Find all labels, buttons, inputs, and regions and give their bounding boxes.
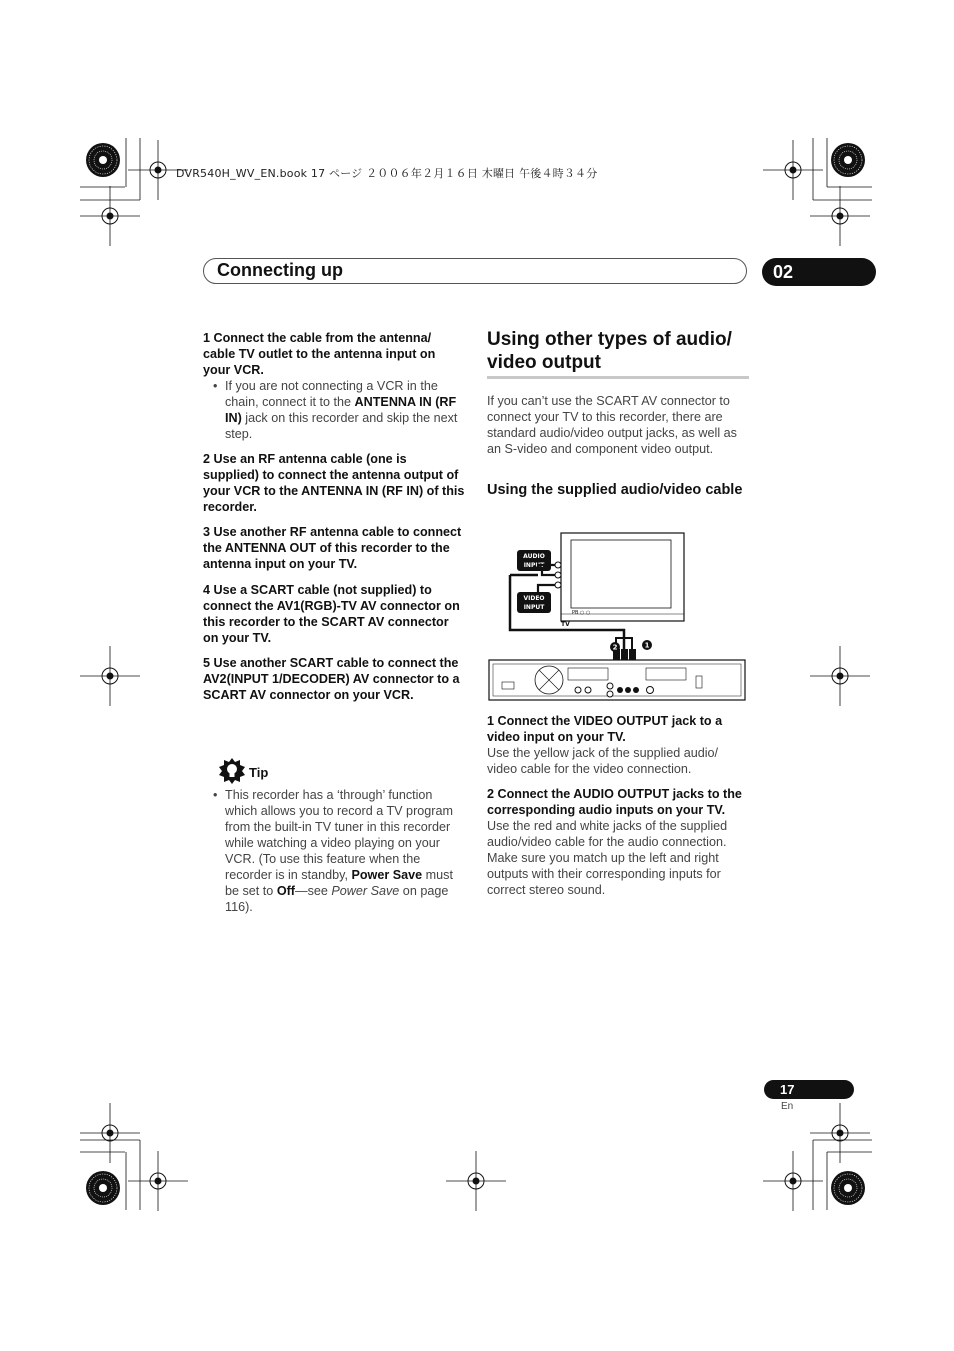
subheading: Using the supplied audio/video cable [487,482,743,498]
audio-input-label-1: AUDIO [523,553,545,560]
step-3: 3 Use another RF antenna cable to connect the ANTENNA OUT of this recorder to the antenna input on your TV. [203,525,462,571]
step-1-bullet: • If you are not connecting a VCR in the chain, connect it to the ANTENNA IN (RF IN) jack on this recorder and skip the next step. [203,378,465,442]
intro-paragraph: If you can’t use the SCART AV connector to connect your TV to this recorder, there are standard audio/video output jacks, as well as an S-video and component video output. [487,394,737,456]
audio-input-label-2: INPUT [523,562,545,569]
video-step-2-body: Use the red and white jacks of the supplied audio/video cable for the audio connection. Make sure you match up the left and right outputs with their corresponding inputs for correct stereo sound. [487,819,728,897]
video-step-1: 1 Connect the VIDEO OUTPUT jack to a video input on your TV. [487,714,723,744]
tv-label: TV [561,621,570,628]
step-4: 4 Use a SCART cable (not supplied) to connect the AV1(RGB)-TV AV connector on this recorder to the SCART AV connector on your TV. [203,583,460,645]
heading-rule [487,376,749,379]
svg-text:2: 2 [612,643,618,652]
section-title: Connecting up [217,260,343,280]
chapter-number: 02 [762,258,876,286]
video-step-1-body: Use the yellow jack of the supplied audio/ video cable for the video connection. [487,746,719,776]
print-header: DVR540H_WV_EN.book 17 ページ ２００６年２月１６日 木曜日 午後４時３４分 [176,167,598,180]
step-5: 5 Use another SCART cable to connect the AV2(INPUT 1/DECODER) AV connector to a SCART AV connector on your VCR. [203,656,460,702]
video-step-2: 2 Connect the AUDIO OUTPUT jacks to the corresponding audio inputs on your TV. [487,787,742,817]
svg-text:1: 1 [644,641,650,650]
tip-label: Tip [249,765,269,780]
right-steps [487,713,749,898]
page-number: 17 [764,1080,854,1099]
svg-text:PB ○ ○: PB ○ ○ [572,610,591,616]
video-input-label-2: INPUT [523,604,545,611]
video-input-label-1: VIDEO [523,595,545,602]
step-1: 1 Connect the cable from the antenna/ cable TV outlet to the antenna input on your VCR. [203,331,436,377]
lightbulb-icon [218,757,246,785]
recorder-rear-panel [489,660,745,700]
page-language: En [781,1101,794,1112]
left-column [203,330,465,703]
section-heading: Using other types of audio/ video output [487,329,732,373]
connection-diagram [486,530,748,705]
step-2: 2 Use an RF antenna cable (one is supplied) to connect the antenna output of your VCR to the ANTENNA IN (RF IN) of this recorder. [203,452,465,514]
tip-text: • This recorder has a ‘through’ function which allows you to record a TV program from the built-in TV tuner in this recorder while watching a video playing on your VCR. (To use this feature when the recorder is in standby, Power Save must be set to Off—see Power Save on page 116). [203,787,465,915]
